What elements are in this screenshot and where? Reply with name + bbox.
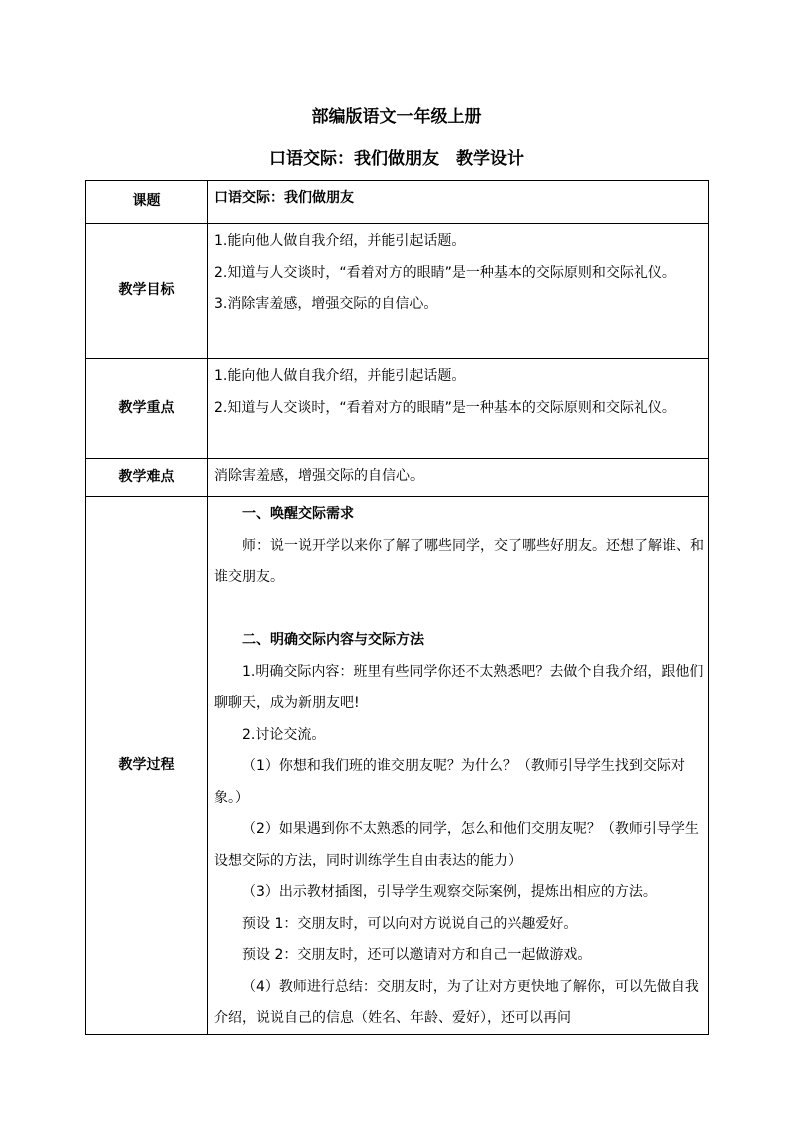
goal-item: 2.知道与人交谈时，“看着对方的眼睛”是一种基本的交际原则和交际礼仪。 [214,264,676,281]
goals-content [208,224,709,359]
table-row-key-points [86,359,709,459]
process-paragraph: （3）出示教材插图，引导学生观察交际案例，提炼出相应的方法。 [242,884,657,900]
key-point-item: 1.能向他人做自我介绍，并能引起话题。 [214,368,466,384]
document-title: 部编版语文一年级上册 [311,107,482,127]
process-paragraph: 预设 2：交朋友时，还可以邀请对方和自己一起做游戏。 [242,947,592,963]
row-label-difficulty: 教学难点 [86,459,208,497]
process-paragraph: （4）教师进行总结：交朋友时，为了让对方更快地了解你，可以先做自我介绍，说说自己的信息（姓名、年龄、爱好），还可以再问 [214,978,699,1026]
row-label-key-points: 教学重点 [86,359,208,459]
section-heading: 二、明确交际内容与交际方法 [242,632,424,648]
difficulty-value: 消除害羞感，增强交际的自信心。 [208,459,709,497]
lesson-plan-table [85,180,709,1035]
process-paragraph: 预设 1：交朋友时，可以向对方说说自己的兴趣爱好。 [242,915,578,932]
goal-item: 1.能向他人做自我介绍，并能引起话题。 [214,233,466,249]
table-row-difficulty [86,459,709,497]
process-paragraph: 2.讨论交流。 [242,726,326,743]
process-paragraph: 1.明确交际内容：班里有些同学你还不太熟悉吧？去做个自我介绍，跟他们聊聊天，成为新朋友吧! [214,663,704,711]
table-row-process [86,497,709,1035]
goal-item: 3.消除害羞感，增强交际的自信心。 [214,296,438,312]
table-row-goals [86,224,709,359]
process-paragraph: （1）你想和我们班的谁交朋友呢？为什么？（教师引导学生找到交际对象。） [214,758,685,806]
key-points-content [208,359,709,459]
section-heading: 一、唤醒交际需求 [242,506,354,522]
topic-value: 口语交际：我们做朋友 [208,181,709,224]
row-label-goals: 教学目标 [86,224,208,359]
row-label-topic: 课题 [86,181,208,224]
blank-line [214,594,704,626]
process-content [208,497,709,1035]
process-paragraph: 师：说一说开学以来你了解了哪些同学，交了哪些好朋友。还想了解谁、和谁交朋友。 [214,537,704,585]
document-subtitle: 口语交际：我们做朋友 教学设计 [269,149,524,169]
key-point-item: 2.知道与人交谈时，“看着对方的眼睛”是一种基本的交际原则和交际礼仪。 [214,399,676,416]
row-label-process: 教学过程 [86,497,208,1035]
table-row-topic [86,181,709,224]
process-paragraph: （2）如果遇到你不太熟悉的同学，怎么和他们交朋友呢？（教师引导学生设想交际的方法，同时训练学生自由表达的能力） [214,821,699,869]
